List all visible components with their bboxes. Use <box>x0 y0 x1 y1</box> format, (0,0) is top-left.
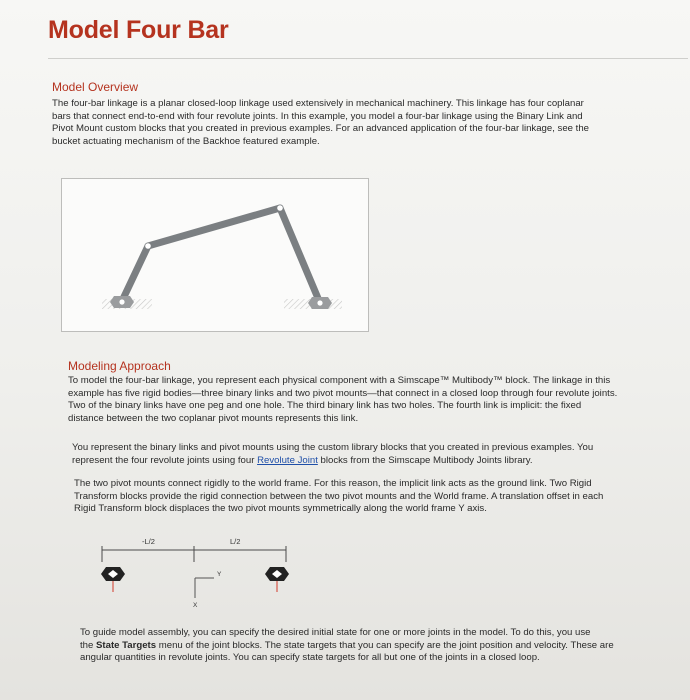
text-line: angular quantities in revolute joints. You can specify state targets for all but one of the joints in a closed loop. <box>80 652 540 664</box>
text-segment: blocks from the Simscape Multibody Joints library. <box>317 454 533 466</box>
dimension-label-right: L/2 <box>230 537 241 546</box>
linkage-drawing <box>62 179 368 331</box>
page-title: Model Four Bar <box>48 16 229 44</box>
pivot-offset-diagram <box>90 532 320 627</box>
binary-link-top <box>148 208 280 246</box>
approach-paragraph-1 <box>68 375 683 425</box>
dimension-label-left: -L/2 <box>142 537 155 546</box>
offset-drawing <box>90 532 320 622</box>
y-axis-label: Y <box>217 571 222 578</box>
text-line: distance between the two coplanar pivot mounts represents this link. <box>68 412 359 424</box>
text-line: To guide model assembly, you can specify the desired initial state for one or more joints in the model. To do this, you use <box>80 627 591 638</box>
revolute-joint-icon <box>317 300 322 305</box>
text-line: bars that connect end-to-end with four revolute joints. In this example, you model a four-bar linkage using the Binary Link and <box>52 110 583 122</box>
text-segment: the <box>80 639 97 651</box>
binary-link-left <box>122 246 148 301</box>
title-divider <box>48 58 688 59</box>
revolute-joint-icon <box>277 205 283 211</box>
text-line: The two pivot mounts connect rigidly to the world frame. For this reason, the implicit link acts as the ground link. Two Rigid <box>74 478 592 489</box>
text-line: Rigid Transform block displaces the two pivot mounts symmetrically along the world frame Y axis. <box>74 503 487 515</box>
overview-paragraph <box>52 98 682 148</box>
text-line: Two of the binary links have one peg and one hole. The third binary link has two holes. The fourth link is implicit: the fixed <box>68 400 582 412</box>
approach-paragraph-4 <box>80 627 686 665</box>
text-line: The four-bar linkage is a planar closed-loop linkage used extensively in mechanical machinery. This linkage has four coplanar <box>52 98 584 109</box>
binary-link-right <box>280 208 320 303</box>
text-line: To model the four-bar linkage, you represent each physical component with a Simscape™ Multibody™ block. The linkage in this <box>68 375 611 386</box>
text-segment: represent the four revolute joints using four <box>72 454 258 466</box>
revolute-joint-link[interactable]: Revolute Joint <box>257 454 318 466</box>
text-line: Pivot Mount custom blocks that you created in previous examples. For an advanced application of the four-bar linkage, see the <box>52 123 590 135</box>
x-axis-label: X <box>193 602 198 609</box>
text-line: example has five rigid bodies—three binary links and two pivot mounts—that connect in a closed loop through four revolute joints. <box>68 387 618 399</box>
text-line <box>72 455 684 468</box>
text-line: Transform blocks provide the rigid connection between the two pivot mounts and the World frame. A translation offset in each <box>74 490 604 502</box>
text-segment: menu of the joint blocks. The state targets that you can specify are the joint position and velocity. These are <box>156 639 614 651</box>
state-targets-term: State Targets <box>96 639 157 651</box>
section-heading-overview: Model Overview <box>52 80 139 94</box>
revolute-joint-icon <box>145 243 151 249</box>
section-heading-approach: Modeling Approach <box>68 359 171 373</box>
text-line: You represent the binary links and pivot mounts using the custom library blocks that you created in previous examples. You <box>72 442 594 453</box>
approach-paragraph-3 <box>74 478 686 516</box>
four-bar-linkage-figure <box>61 178 369 332</box>
text-line <box>80 640 686 653</box>
text-line: bucket actuating mechanism of the Backhoe featured example. <box>52 135 320 147</box>
approach-paragraph-2 <box>72 442 684 467</box>
revolute-joint-icon <box>119 299 124 304</box>
